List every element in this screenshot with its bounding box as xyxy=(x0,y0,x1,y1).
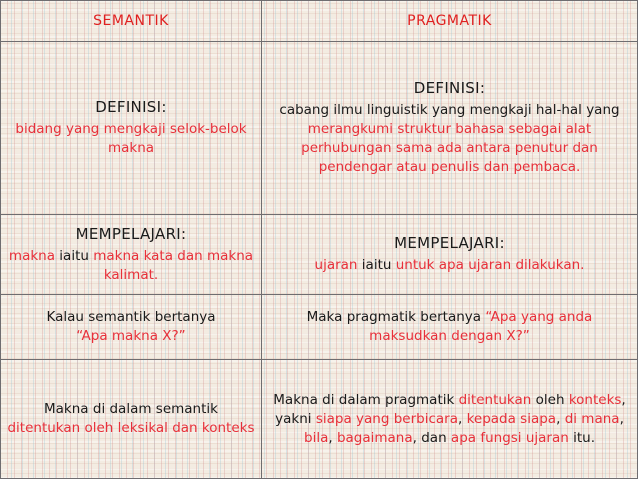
makna-pragmatik-part: kepada siapa xyxy=(466,410,557,427)
makna-pragmatik-part: , yakni xyxy=(275,391,626,427)
bertanya-semantik-text xyxy=(46,308,215,346)
header-pragmatik xyxy=(262,0,638,42)
definisi-pragmatik-text-part: cabang ilmu linguistik yang mengkaji hal-hal yang xyxy=(279,102,620,118)
header-semantik-label: SEMANTIK xyxy=(93,13,169,29)
makna-semantik-part: ditentukan oleh xyxy=(7,420,114,436)
makna-pragmatik-part: siapa yang berbicara xyxy=(315,410,458,427)
bertanya-semantik-part: Kalau semantik bertanya xyxy=(46,309,216,325)
definisi-semantik-label: DEFINISI: xyxy=(95,98,167,116)
mempelajari-semantik-part: iaitu xyxy=(55,247,94,264)
makna-pragmatik-part: oleh xyxy=(531,391,569,408)
bertanya-semantik-quote: “Apa makna X?” xyxy=(76,328,186,344)
makna-semantik-text xyxy=(7,400,255,438)
definisi-pragmatik-cell xyxy=(262,42,638,215)
mempelajari-semantik-cell xyxy=(0,215,262,295)
mempelajari-semantik-part: makna xyxy=(8,247,55,264)
makna-pragmatik-part: itu. xyxy=(568,429,595,446)
mempelajari-pragmatik-label: MEMPELAJARI: xyxy=(394,234,505,252)
makna-semantik-part: Makna di dalam semantik xyxy=(44,401,218,417)
makna-pragmatik-part: apa fungsi ujaran xyxy=(450,429,569,446)
makna-semantik-part: leksikal dan konteks xyxy=(113,420,255,436)
makna-pragmatik-part: bila xyxy=(304,429,329,446)
makna-pragmatik-text xyxy=(268,391,631,448)
makna-pragmatik-part: , xyxy=(457,410,467,427)
mempelajari-pragmatik-cell xyxy=(262,215,638,295)
mempelajari-pragmatik-part: untuk apa ujaran dilakukan. xyxy=(395,257,585,273)
header-pragmatik-label: PRAGMATIK xyxy=(407,13,492,29)
bertanya-pragmatik-quote: “Apa yang anda maksudkan dengan X?” xyxy=(369,309,593,344)
makna-semantik-cell xyxy=(0,360,262,479)
makna-pragmatik-part: , xyxy=(556,410,565,427)
makna-pragmatik-part: ditentukan xyxy=(458,391,532,408)
mempelajari-pragmatik-part: iaitu xyxy=(357,257,396,273)
definisi-pragmatik-text xyxy=(268,101,631,177)
definisi-pragmatik-label: DEFINISI: xyxy=(413,79,486,97)
bertanya-pragmatik-cell xyxy=(262,295,638,360)
mempelajari-pragmatik-part: ujaran xyxy=(314,257,358,273)
bertanya-semantik-cell xyxy=(0,295,262,360)
definisi-semantik-cell xyxy=(0,42,262,215)
header-semantik xyxy=(0,0,262,42)
makna-pragmatik-part: konteks xyxy=(568,391,622,408)
mempelajari-semantik-label: MEMPELAJARI: xyxy=(75,224,187,243)
makna-pragmatik-part: , xyxy=(328,429,337,446)
makna-pragmatik-part: Makna di dalam pragmatik xyxy=(273,391,459,408)
makna-pragmatik-part: , xyxy=(619,410,624,427)
definisi-pragmatik-text-part: merangkumi struktur bahasa sebagai alat perhubungan sama ada antara penutur dan pendengar atau penulis dan pembaca. xyxy=(301,121,598,175)
mempelajari-pragmatik-text xyxy=(315,256,585,275)
makna-pragmatik-cell xyxy=(262,360,638,479)
mempelajari-semantik-part: makna kata dan makna kalimat. xyxy=(93,247,254,283)
makna-pragmatik-part: bagaimana xyxy=(336,429,413,446)
makna-pragmatik-part: , dan xyxy=(412,429,451,446)
definisi-semantik-text: bidang yang mengkaji selok-belok makna xyxy=(15,121,247,156)
bertanya-pragmatik-text xyxy=(268,308,631,346)
bertanya-pragmatik-part: Maka pragmatik bertanya xyxy=(306,309,486,325)
mempelajari-semantik-text xyxy=(7,247,255,285)
makna-pragmatik-part: di mana xyxy=(564,410,620,427)
